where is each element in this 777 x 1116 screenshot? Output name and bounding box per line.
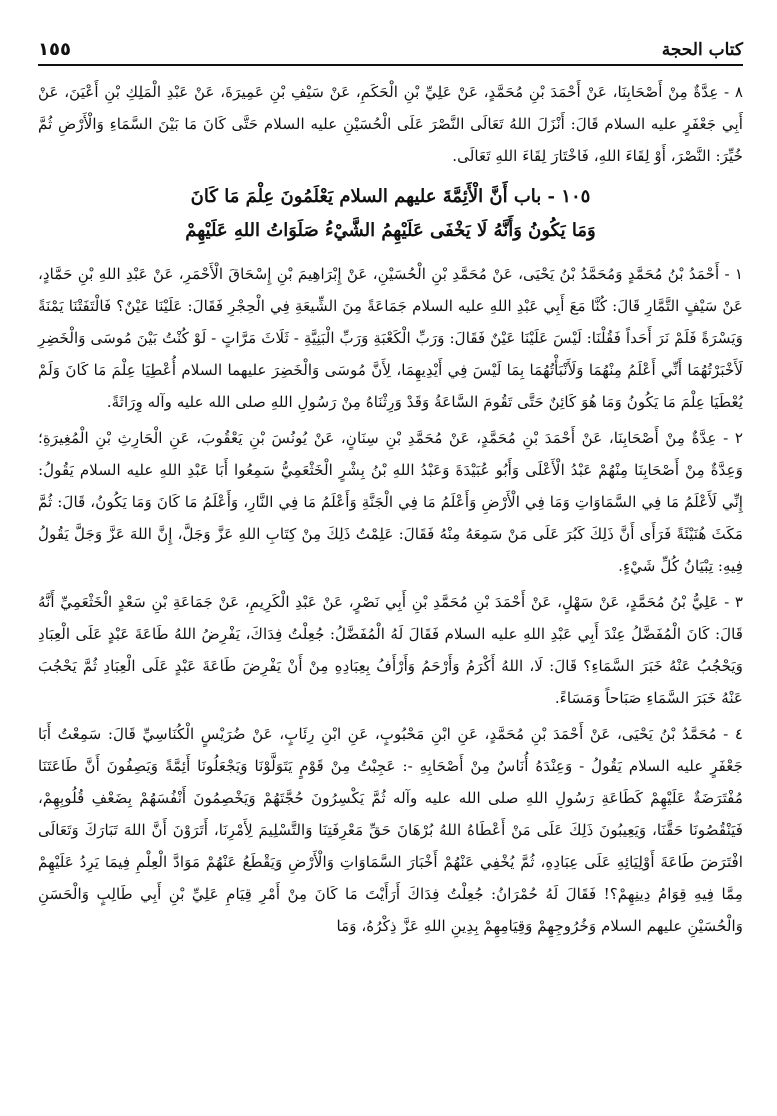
hadith-paragraph-2: ٢ - عِدَّةٌ مِنْ أَصْحَابِنَا، عَنْ أَحْمَدَ بْنِ مُحَمَّدٍ، عَنْ مُحَمَّدِ بْنِ سِنَانٍ، عَنْ يُونُسَ بْنِ يَعْقُوبَ، عَنِ الْحَارِثِ بْنِ الْمُغِيرَةِ؛ وَعِدَّةٌ مِنْ أَصْحَابِنَا مِنْهُمْ عَبْدُ الْأَعْلَى وَأَبُو عُبَيْدَةَ وَعَبْدُ اللهِ بْنُ بِشْرٍ الْخَثْعَمِيُّ سَمِعُوا أَبَا عَبْدِ اللهِ عليه السلام يَقُولُ: إِنِّي لَأَعْلَمُ مَا فِي السَّمَاوَاتِ وَمَا فِي الْأَرْضِ وَأَعْلَمُ مَا فِي الْجَنَّةِ وَأَعْلَمُ مَا فِي النَّارِ، وَأَعْلَمُ مَا كَانَ وَمَا يَكُونُ، قَالَ: ثُمَّ مَكَثَ هُنَيْئَةً فَرَأَى أَنَّ ذَلِكَ كَبُرَ عَلَى مَنْ سَمِعَهُ مِنْهُ فَقَالَ: عَلِمْتُ ذَلِكَ مِنْ كِتَابِ اللهِ عَزَّ وَجَلَّ، إِنَّ اللهَ عَزَّ وَجَلَّ يَقُولُ فِيهِ: تِبْيَانُ كُلِّ شَيْءٍ. [38,429,743,575]
hadith-paragraph-1: ١ - أَحْمَدُ بْنُ مُحَمَّدٍ وَمُحَمَّدُ بْنُ يَحْيَى، عَنْ مُحَمَّدِ بْنِ الْحُسَيْنِ، عَنْ إِبْرَاهِيمَ بْنِ إِسْحَاقَ الْأَحْمَرِ، عَنْ عَبْدِ اللهِ بْنِ حَمَّادٍ، عَنْ سَيْفٍ التَّمَّارِ قَالَ: كُنَّا مَعَ أَبِي عَبْدِ اللهِ عليه السلام جَمَاعَةً مِنَ الشِّيعَةِ فِي الْحِجْرِ فَقَالَ: عَلَيْنَا عَيْنٌ؟ فَالْتَفَتْنَا يَمْنَةً وَيَسْرَةً فَلَمْ نَرَ أَحَداً فَقُلْنَا: لَيْسَ عَلَيْنَا عَيْنٌ فَقَالَ: وَرَبِّ الْكَعْبَةِ وَرَبِّ الْبَنِيَّةِ - ثَلَاثَ مَرَّاتٍ - لَوْ كُنْتُ بَيْنَ مُوسَى وَالْخَضِرِ لَأَخْبَرْتُهُمَا أَنِّي أَعْلَمُ مِنْهُمَا وَلَأَنْبَأْتُهُمَا بِمَا لَيْسَ فِي أَيْدِيهِمَا، لِأَنَّ مُوسَى وَالْخَضِرَ عليهما السلام أُعْطِيَا عِلْمَ مَا كَانَ وَلَمْ يُعْطَيَا عِلْمَ مَا يَكُونُ وَمَا هُوَ كَائِنٌ حَتَّى تَقُومَ السَّاعَةُ وَقَدْ وَرِثْنَاهُ مِنْ رَسُولِ اللهِ صلى الله عليه وآله وِرَاثَةً. [38,265,743,411]
page-number: ١٥٥ [38,39,71,60]
chapter-heading-line-2: وَمَا يَكُونُ وَأَنَّهُ لَا يَخْفَى عَلَيْهِمُ الشَّيْءُ صَلَوَاتُ اللهِ عَلَيْهِمْ [185,220,596,241]
book-page [38,34,743,1102]
running-header [38,34,743,66]
hadith-paragraph-4: ٤ - مُحَمَّدُ بْنُ يَحْيَى، عَنْ أَحْمَدَ بْنِ مُحَمَّدٍ، عَنِ ابْنِ مَحْبُوبٍ، عَنِ ابْنِ رِئَابٍ، عَنْ ضُرَيْسٍ الْكُنَاسِيِّ قَالَ: سَمِعْتُ أَبَا جَعْفَرٍ عليه السلام يَقُولُ - وَعِنْدَهُ أُنَاسٌ مِنْ أَصْحَابِهِ -: عَجِبْتُ مِنْ قَوْمٍ يَتَوَلَّوْنَا وَيَجْعَلُونَا أَئِمَّةً وَيَصِفُونَ أَنَّ طَاعَتَنَا مُفْتَرَضَةٌ عَلَيْهِمْ كَطَاعَةِ رَسُولِ اللهِ صلى الله عليه وآله ثُمَّ يَكْسِرُونَ حُجَّتَهُمْ وَيَخْصِمُونَ أَنْفُسَهُمْ بِضَعْفِ قُلُوبِهِمْ، فَيَنْقُصُونَا حَقَّنَا، وَيَعِيبُونَ ذَلِكَ عَلَى مَنْ أَعْطَاهُ اللهُ بُرْهَانَ حَقِّ مَعْرِفَتِنَا وَالتَّسْلِيمَ لِأَمْرِنَا، أَتَرَوْنَ أَنَّ اللهَ تَبَارَكَ وَتَعَالَى افْتَرَضَ طَاعَةَ أَوْلِيَائِهِ عَلَى عِبَادِهِ، ثُمَّ يُخْفِي عَنْهُمْ أَخْبَارَ السَّمَاوَاتِ وَالْأَرْضِ وَيَقْطَعُ عَنْهُمْ مَوَادَّ الْعِلْمِ فِيمَا يَرِدُ عَلَيْهِمْ مِمَّا فِيهِ قِوَامُ دِينِهِمْ؟! فَقَالَ لَهُ حُمْرَانُ: جُعِلْتُ فِدَاكَ أَرَأَيْتَ مَا كَانَ مِنْ أَمْرِ قِيَامِ عَلِيِّ بْنِ أَبِي طَالِبٍ وَالْحَسَنِ وَالْحُسَيْنِ عليهم السلام وَخُرُوجِهِمْ وَقِيَامِهِمْ بِدِينِ اللهِ عَزَّ ذِكْرُهُ، وَمَا [38,725,743,935]
chapter-heading [38,180,743,248]
hadith-paragraph-8: ٨ - عِدَّةٌ مِنْ أَصْحَابِنَا، عَنْ أَحْمَدَ بْنِ مُحَمَّدٍ، عَنْ عَلِيِّ بْنِ الْحَكَمِ، عَنْ سَيْفِ بْنِ عَمِيرَةَ، عَنْ عَبْدِ الْمَلِكِ بْنِ أَعْيَنَ، عَنْ أَبِي جَعْفَرٍ عليه السلام قَالَ: أَنْزَلَ اللهُ تَعَالَى النَّصْرَ عَلَى الْحُسَيْنِ عليه السلام حَتَّى كَانَ مَا بَيْنَ السَّمَاءِ وَالْأَرْضِ ثُمَّ خُيِّرَ: النَّصْرَ، أَوْ لِقَاءَ اللهِ، فَاخْتَارَ لِقَاءَ اللهِ تَعَالَى. [38,83,743,165]
hadith-paragraph-3: ٣ - عَلِيُّ بْنُ مُحَمَّدٍ، عَنْ سَهْلٍ، عَنْ أَحْمَدَ بْنِ مُحَمَّدِ بْنِ أَبِي نَصْرٍ، عَنْ عَبْدِ الْكَرِيمِ، عَنْ جَمَاعَةِ بْنِ سَعْدٍ الْخَثْعَمِيِّ أَنَّهُ قَالَ: كَانَ الْمُفَضَّلُ عِنْدَ أَبِي عَبْدِ اللهِ عليه السلام فَقَالَ لَهُ الْمُفَضَّلُ: جُعِلْتُ فِدَاكَ، يَفْرِضُ اللهُ طَاعَةَ عَبْدٍ عَلَى الْعِبَادِ وَيَحْجُبُ عَنْهُ خَبَرَ السَّمَاءِ؟ قَالَ: لَا، اللهُ أَكْرَمُ وَأَرْحَمُ وَأَرْأَفُ بِعِبَادِهِ مِنْ أَنْ يَفْرِضَ طَاعَةَ عَبْدٍ عَلَى الْعِبَادِ ثُمَّ يَحْجُبَ عَنْهُ خَبَرَ السَّمَاءِ صَبَاحاً وَمَسَاءً. [38,593,743,707]
chapter-heading-line-1: ١٠٥ - باب أَنَّ الْأَئِمَّةَ عليهم السلام يَعْلَمُونَ عِلْمَ مَا كَانَ [190,186,591,207]
book-title: كتاب الحجة [661,40,743,60]
page-body [38,76,743,942]
